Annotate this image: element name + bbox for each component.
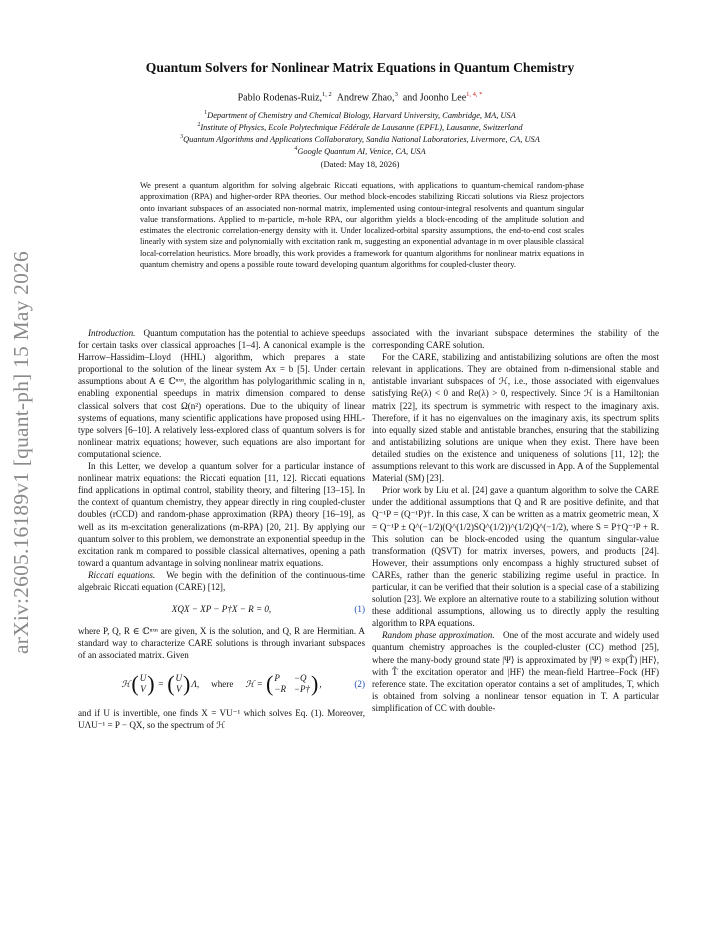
eq2-paren: ) (183, 671, 191, 697)
eq2-u: U (175, 673, 183, 684)
affiliation-4 (60, 144, 660, 157)
affiliation-3-num: 3 (180, 134, 184, 140)
arxiv-watermark (2, 232, 40, 672)
arxiv-id: arXiv:2605.16189v1 [quant-ph] 15 May 2026 (8, 250, 33, 654)
equation-2-body: ℋ ( U V ) = ( U V ) Λ, where ℋ = ( P −Q −R −P† ) , (121, 671, 322, 697)
author-2: Andrew Zhao, (336, 92, 395, 104)
eq2-matrix-entry: −R (274, 684, 286, 695)
author-list (60, 91, 660, 103)
eq2-paren: ) (311, 671, 319, 697)
affiliation-1-num: 1 (204, 110, 208, 116)
author-2-aff: 3 (394, 91, 398, 98)
eq2-vector (176, 673, 183, 695)
author-3-aff[interactable]: 1, 4, * (466, 91, 483, 98)
eq2-matrix-entry: P (274, 673, 280, 684)
intro-paragraph-2: In this Letter, we develop a quantum solver for a particular instance of nonlinear matrix equations: the Riccati equation [11, 12]. Riccati equations find applications in optimal control, stability theory, and filtering [13–15]. In the context of quantum chemistry, they appear directly in ring coupled-cluster doubles (rCCD) and random-phase approximation (RPA) theory [16–19], as well as its m-excitation generalizations (m-RPA) [20, 21]. By applying our quantum solver to this problem, we demonstrate an exponential speedup in the excitation rank m compared to possible classical alternatives, opening a path toward a quantum advantage in solving nonlinear matrix equations. (78, 461, 365, 568)
date-line: (Dated: May 18, 2026) (320, 159, 400, 169)
rpa-text: One of the most accurate and widely used quantum chemistry approaches is the coupled-cluster (CC) method [25], where the many-body ground state |Ψ⟩ is approximated by |Ψ⟩ ≈ exp(T̂) |HF⟩, with T̂ the excitation operator and |HF⟩ the mean-field Hartree–Fock (HF) reference state. The excitation operator contains a set of amplitudes, T, which is obtained from solving a nonlinear tensor equation in T. A particular simplification of CC with double- (372, 630, 659, 713)
author-3: and Joonho Lee (402, 92, 467, 104)
riccati-paragraph-1 (78, 569, 365, 593)
riccati-paragraph-2: where P, Q, R ∈ ℂⁿˣⁿ are given, X is the solution, and Q, R are Hermitian. A standard way to characterize CARE solutions is through invariant subspaces of an associated matrix. Given (78, 626, 365, 661)
eq2-operator: ℋ (121, 679, 131, 690)
equation-1-body: XQX − XP − P†X − R = 0, (171, 604, 272, 615)
right-column (372, 327, 659, 714)
author-1-aff: 1, 2 (322, 91, 332, 98)
rpa-heading: Random phase approximation. (382, 630, 495, 641)
intro-heading: Introduction. (88, 328, 136, 338)
eq2-paren: ( (266, 671, 274, 697)
intro-text-1: Quantum computation has the potential to achieve speedups for certain tasks over classical approaches [1–4]. A canonical example is the Harrow–Hassidim–Lloyd (HHL) algorithm, which prepares a state proportional to the solution of the linear system Ax = b [5]. Under certain assumptions about A ∈ ℂⁿˣⁿ, the algorithm has polylogarithmic scaling in n, enabling exponential speedups in matrix dimension compared to dense classical solvers that cost Ω(n²) operations. Due to the ubiquity of linear systems of equations, many scientific applications have proposed using HHL-type solvers [6–10]. A relatively less-explored class of quantum solvers is for nonlinear matrix equations; however, such equations are also important for computational science. (78, 328, 365, 459)
paper-title: Quantum Solvers for Nonlinear Matrix Equations in Quantum Chemistry (145, 60, 575, 75)
eq2-v: V (176, 684, 182, 695)
rpa-paragraph (372, 629, 659, 714)
eq2-matrix (274, 673, 310, 695)
right-paragraph-3: Prior work by Liu et al. [24] gave a quantum algorithm to solve the CARE under the additional assumptions that Q and R are positive definite, and that Q⁻¹P = (Q⁻¹P)†. In this case, X can be written as a matrix geometric mean, X = Q⁻¹P ± Q^(−1/2)(Q^(1/2)SQ^(1/2))^(1/2)Q^(−1/2), where S = P†Q⁻¹P + R. This solution can be block-encoded using the quantum singular-value transformation (QSVT) for matrix inverses, powers, and products [24]. However, their assumptions only encompass a highly structured subset of CAREs, rather than the generic stabilizing regime useful in practice. In particular, it can be verified that their solution is a special case of a stabilizing solution [23]. We explore an alternative route to a stabilizing solution without these additional assumptions, allowing us to directly apply the resulting algorithm to RPA equations. (372, 485, 659, 629)
affiliation-2-text: Institute of Physics, Ecole Polytechnique Fédérale de Lausanne (EPFL), Lausanne, Switzerland (200, 122, 523, 132)
equation-2-number: (2) (354, 679, 365, 690)
affiliation-1-text: Department of Chemistry and Chemical Biology, Harvard University, Cambridge, MA, USA (207, 110, 516, 120)
right-paragraph-1: associated with the invariant subspace determines the stability of the corresponding CARE solution. (372, 328, 659, 351)
eq2-matrix-entry: −P† (293, 684, 311, 695)
eq2-lambda: Λ, (191, 679, 200, 690)
eq2-vector (140, 673, 147, 695)
eq2-paren: ( (167, 671, 175, 697)
affiliation-4-num: 4 (294, 146, 298, 152)
eq2-v: V (140, 684, 146, 695)
left-column (78, 327, 365, 732)
equation-2 (78, 664, 365, 704)
right-paragraph-2: For the CARE, stabilizing and antistabilizing solutions are often the most relevant in applications. They are obtained from n-dimensional stable and antistable invariant subspaces of ℋ, i.e., those associated with eigenvalues satisfying Re(λ) < 0 and Re(λ) > 0, respectively. Since ℋ is a Hamiltonian matrix [22], its spectrum is symmetric with respect to the imaginary axis. Therefore, if it has no eigenvalues on the imaginary axis, its spectrum splits into equally sized stable and antistable branches, ensuring that the stabilizing and antistabilizing solutions are unique when they exist. There have been detailed studies on the existence and uniqueness of solutions [11, 12]; the assumptions relevant to this work are discussed in App. A of the Supplemental Material (SM) [23]. (372, 352, 659, 484)
affiliation-2-num: 2 (197, 122, 201, 128)
affiliation-4-text: Google Quantum AI, Venice, CA, USA (297, 146, 426, 156)
riccati-heading: Riccati equations. (88, 569, 156, 580)
intro-paragraph-1 (78, 327, 365, 460)
equation-1-number: (1) (354, 604, 365, 615)
eq2-u: U (139, 673, 147, 684)
eq2-paren: ) (147, 671, 155, 697)
eq2-paren: ( (131, 671, 139, 697)
abstract: We present a quantum algorithm for solving algebraic Riccati equations, with applications to quantum-chemical random-phase approximation (RPA) and higher-order RPA theories. Our method block-encodes stabilizing Riccati solutions via Riesz projectors onto invariant subspaces of an associated non-normal matrix, implemented using contour-integral resolvents and quantum singular value transformations. Applied to m-particle, m-hole RPA, our algorithm yields a block-encoding of the amplitude solution and estimates the electronic correlation-energy density with it. Under localized-orbital sparsity assumptions, the end-to-end cost scales linearly with system size and polynomially with excitation rank m, suggesting an exponential advantage in m over plausible classical local-correlation heuristics. More broadly, this work provides a framework for quantum algorithms for nonlinear matrix equations in quantum chemistry and opens a possible route toward developing quantum algorithms for coupled-cluster theory. (140, 181, 584, 270)
affiliation-3-text: Quantum Algorithms and Applications Collaboratory, Sandia National Laboratories, Livermore, CA, USA (183, 134, 540, 144)
equation-1 (78, 596, 365, 622)
eq2-h: ℋ = (245, 679, 263, 690)
eq2-matrix-entry: −Q (293, 673, 307, 684)
riccati-paragraph-3: and if U is invertible, one finds X = VU⁻¹ which solves Eq. (1). Moreover, UΛU⁻¹ = P − QX, so the spectrum of ℋ (78, 708, 365, 731)
riccati-text-1: We begin with the definition of the continuous-time algebraic Riccati equation (CARE) [12], (78, 569, 365, 592)
eq2-where: where (211, 679, 234, 690)
author-1: Pablo Rodenas-Ruiz, (237, 92, 323, 104)
